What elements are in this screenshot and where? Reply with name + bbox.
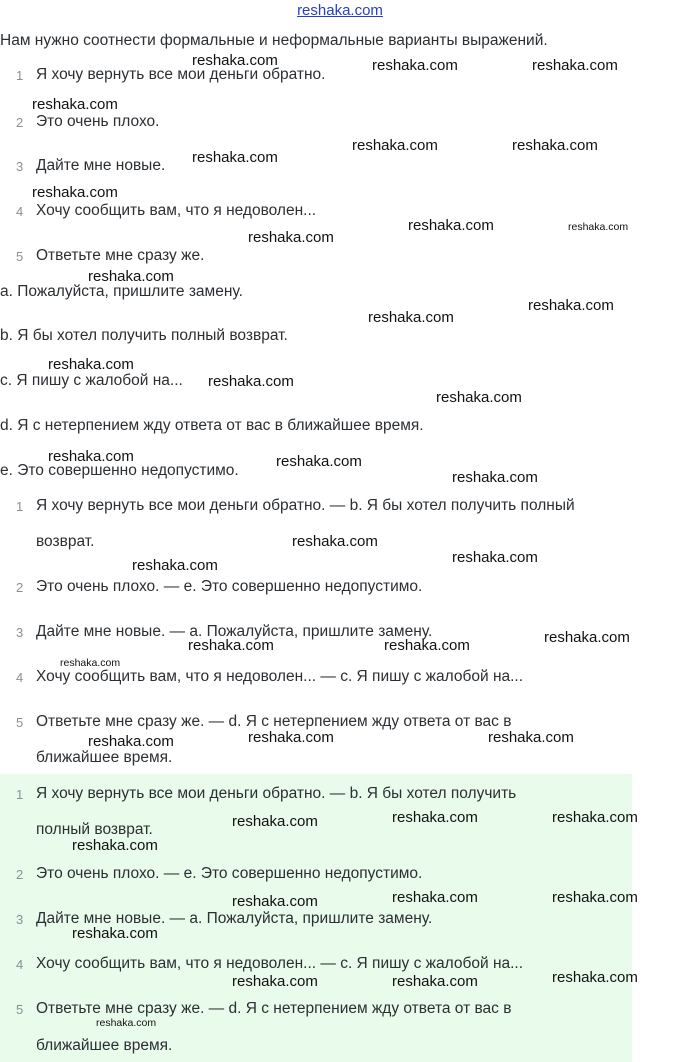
answer-line: Я хочу вернуть все мои деньги обратно. — b. Я бы хотел получить (36, 785, 517, 802)
list-number: 3 (16, 625, 24, 640)
list-number: 2 (16, 115, 24, 130)
list-number: 3 (16, 912, 24, 927)
watermark: reshaka.com (544, 629, 630, 646)
watermark: reshaka.com (552, 809, 638, 826)
watermark: reshaka.com (232, 813, 318, 830)
watermark: reshaka.com (232, 893, 318, 910)
watermark: reshaka.com (292, 533, 378, 550)
watermark: reshaka.com (372, 57, 458, 74)
answer-line: полный возврат. (36, 821, 153, 838)
answer-line: Дайте мне новые. — a. Пожалуйста, пришлите замену. (36, 910, 433, 927)
watermark: reshaka.com (392, 809, 478, 826)
answer-line: ближайшее время. (36, 749, 173, 766)
answer-line: возврат. (36, 533, 95, 550)
watermark: reshaka.com (352, 137, 438, 154)
formal-item: e. Это совершенно недопустимо. (0, 462, 239, 479)
watermark: reshaka.com (48, 448, 134, 465)
answer-line: Я хочу вернуть все мои деньги обратно. — b. Я бы хотел получить полный (36, 497, 575, 514)
watermark: reshaka.com (552, 889, 638, 906)
answer-line: Ответьте мне сразу же. — d. Я с нетерпением жду ответа от вас в (36, 713, 512, 730)
list-number: 4 (16, 204, 24, 219)
watermark: reshaka.com (232, 973, 318, 990)
answer-line: Хочу сообщить вам, что я недоволен... — c. Я пишу с жалобой на... (36, 955, 524, 972)
watermark: reshaka.com (392, 889, 478, 906)
list-number: 1 (16, 499, 24, 514)
watermark: reshaka.com (88, 733, 174, 750)
answer-line: Это очень плохо. — e. Это совершенно недопустимо. (36, 865, 423, 882)
watermark: reshaka.com (528, 297, 614, 314)
formal-item: c. Я пишу с жалобой на... (0, 372, 183, 389)
list-number: 5 (16, 249, 24, 264)
watermark: reshaka.com (132, 557, 218, 574)
watermark: reshaka.com (72, 837, 158, 854)
list-number: 4 (16, 957, 24, 972)
watermark: reshaka.com (532, 57, 618, 74)
watermark: reshaka.com (452, 469, 538, 486)
list-item: Это очень плохо. (36, 113, 160, 130)
list-number: 5 (16, 715, 24, 730)
watermark: reshaka.com (192, 149, 278, 166)
watermark: reshaka.com (88, 268, 174, 285)
answer-line: Дайте мне новые. — a. Пожалуйста, пришлите замену. (36, 623, 433, 640)
watermark: reshaka.com (408, 217, 494, 234)
list-item: Я хочу вернуть все мои деньги обратно. (36, 66, 326, 83)
answer-line: Ответьте мне сразу же. — d. Я с нетерпением жду ответа от вас в (36, 1000, 512, 1017)
watermark: reshaka.com (368, 309, 454, 326)
list-item: Дайте мне новые. (36, 157, 166, 174)
watermark: reshaka.com (60, 657, 121, 669)
list-number: 2 (16, 580, 24, 595)
list-number: 5 (16, 1002, 24, 1017)
watermark: reshaka.com (96, 1017, 157, 1029)
list-item: Хочу сообщить вам, что я недоволен... (36, 202, 317, 219)
watermark: reshaka.com (488, 729, 574, 746)
watermark: reshaka.com (436, 389, 522, 406)
watermark: reshaka.com (384, 637, 470, 654)
watermark: reshaka.com (392, 973, 478, 990)
watermark: reshaka.com (48, 356, 134, 373)
formal-item: d. Я с нетерпением жду ответа от вас в ближайшее время. (0, 417, 424, 434)
watermark: reshaka.com (188, 637, 274, 654)
answer-line: Это очень плохо. — e. Это совершенно недопустимо. (36, 578, 423, 595)
watermark: reshaka.com (276, 453, 362, 470)
watermark: reshaka.com (72, 925, 158, 942)
list-number: 4 (16, 670, 24, 685)
list-number: 3 (16, 159, 24, 174)
watermark: reshaka.com (248, 729, 334, 746)
formal-item: b. Я бы хотел получить полный возврат. (0, 327, 288, 344)
watermark: reshaka.com (452, 549, 538, 566)
watermark: reshaka.com (32, 184, 118, 201)
watermark: reshaka.com (552, 969, 638, 986)
formal-item: a. Пожалуйста, пришлите замену. (0, 283, 243, 300)
watermark: reshaka.com (208, 373, 294, 390)
site-link[interactable]: reshaka.com (297, 2, 383, 19)
watermark: reshaka.com (32, 96, 118, 113)
list-number: 1 (16, 68, 24, 83)
watermark: reshaka.com (568, 221, 629, 233)
answer-line: Хочу сообщить вам, что я недоволен... — c. Я пишу с жалобой на... (36, 668, 524, 685)
answer-line: ближайшее время. (36, 1037, 173, 1054)
watermark: reshaka.com (248, 229, 334, 246)
list-number: 2 (16, 867, 24, 882)
watermark: reshaka.com (512, 137, 598, 154)
task-statement: Нам нужно соотнести формальные и неформальные варианты выражений. (0, 32, 548, 49)
list-item: Ответьте мне сразу же. (36, 247, 205, 264)
list-number: 1 (16, 787, 24, 802)
watermark: reshaka.com (192, 52, 278, 69)
